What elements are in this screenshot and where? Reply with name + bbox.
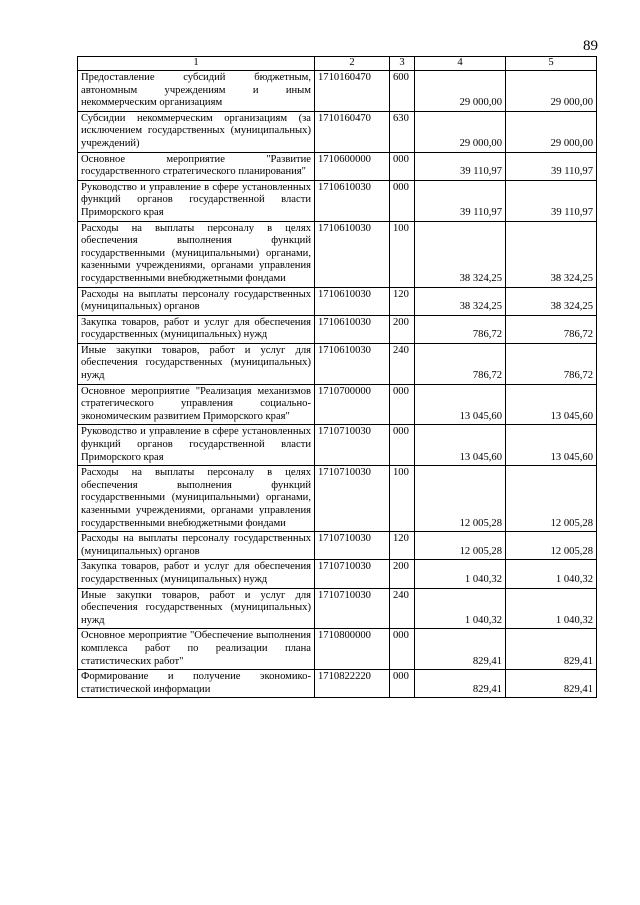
table-row <box>78 629 597 670</box>
row-type-cell: 630 <box>390 111 415 152</box>
row-type-cell: 000 <box>390 629 415 670</box>
row-code-cell: 1710610030 <box>315 180 390 221</box>
row-value-col5: 1 040,32 <box>506 560 597 588</box>
row-value-col4: 38 324,25 <box>415 287 506 315</box>
row-value-col5: 786,72 <box>506 315 597 343</box>
row-type-cell: 000 <box>390 152 415 180</box>
row-type-cell: 000 <box>390 180 415 221</box>
row-value-col5: 829,41 <box>506 670 597 698</box>
row-value-col5: 38 324,25 <box>506 221 597 287</box>
table-row <box>78 343 597 384</box>
row-name-cell: Руководство и управление в сфере установленных функций органов государственной власти Приморского края <box>78 180 315 221</box>
row-type-cell: 100 <box>390 221 415 287</box>
row-value-col5: 29 000,00 <box>506 71 597 112</box>
row-code-cell: 1710610030 <box>315 221 390 287</box>
row-value-col4: 13 045,60 <box>415 425 506 466</box>
row-value-col5: 12 005,28 <box>506 532 597 560</box>
table-row <box>78 384 597 425</box>
table-row <box>78 670 597 698</box>
row-value-col5: 786,72 <box>506 343 597 384</box>
row-code-cell: 1710610030 <box>315 343 390 384</box>
row-code-cell: 1710710030 <box>315 560 390 588</box>
row-value-col5: 13 045,60 <box>506 384 597 425</box>
row-code-cell: 1710800000 <box>315 629 390 670</box>
row-code-cell: 1710710030 <box>315 588 390 629</box>
row-value-col4: 29 000,00 <box>415 111 506 152</box>
table-row <box>78 180 597 221</box>
row-name-cell: Расходы на выплаты персоналу в целях обеспечения выполнения функций государственными (муниципальными) органами, казенными учреждениями, органами управления государственными внебюджетными фондами <box>78 221 315 287</box>
row-value-col5: 29 000,00 <box>506 111 597 152</box>
row-type-cell: 000 <box>390 384 415 425</box>
row-code-cell: 1710160470 <box>315 71 390 112</box>
row-name-cell: Расходы на выплаты персоналу государственных (муниципальных) органов <box>78 287 315 315</box>
row-value-col4: 39 110,97 <box>415 180 506 221</box>
row-name-cell: Расходы на выплаты персоналу государственных (муниципальных) органов <box>78 532 315 560</box>
table-row <box>78 466 597 532</box>
row-value-col4: 39 110,97 <box>415 152 506 180</box>
row-name-cell: Основное мероприятие "Развитие государственного стратегического планирования" <box>78 152 315 180</box>
row-name-cell: Закупка товаров, работ и услуг для обеспечения государственных (муниципальных) нужд <box>78 315 315 343</box>
row-type-cell: 240 <box>390 588 415 629</box>
row-code-cell: 1710710030 <box>315 425 390 466</box>
budget-table <box>77 56 597 698</box>
header-row <box>78 57 597 71</box>
row-type-cell: 600 <box>390 71 415 112</box>
row-value-col4: 786,72 <box>415 343 506 384</box>
row-name-cell: Основное мероприятие "Обеспечение выполнения комплекса работ по реализации плана статистических работ" <box>78 629 315 670</box>
row-name-cell: Закупка товаров, работ и услуг для обеспечения государственных (муниципальных) нужд <box>78 560 315 588</box>
row-value-col4: 38 324,25 <box>415 221 506 287</box>
row-type-cell: 240 <box>390 343 415 384</box>
row-value-col5: 38 324,25 <box>506 287 597 315</box>
row-value-col4: 1 040,32 <box>415 560 506 588</box>
row-name-cell: Формирование и получение экономико-статистической информации <box>78 670 315 698</box>
table-row <box>78 111 597 152</box>
row-type-cell: 120 <box>390 532 415 560</box>
header-cell: 2 <box>315 57 390 71</box>
row-code-cell: 1710710030 <box>315 532 390 560</box>
row-type-cell: 200 <box>390 315 415 343</box>
row-code-cell: 1710700000 <box>315 384 390 425</box>
row-value-col4: 829,41 <box>415 670 506 698</box>
row-value-col4: 12 005,28 <box>415 466 506 532</box>
row-name-cell: Иные закупки товаров, работ и услуг для обеспечения государственных (муниципальных) нужд <box>78 588 315 629</box>
row-value-col4: 12 005,28 <box>415 532 506 560</box>
row-value-col4: 829,41 <box>415 629 506 670</box>
row-code-cell: 1710160470 <box>315 111 390 152</box>
table-row <box>78 532 597 560</box>
row-name-cell: Расходы на выплаты персоналу в целях обеспечения выполнения функций государственными (муниципальными) органами, казенными учреждениями, органами управления государственными внебюджетными фондами <box>78 466 315 532</box>
table-row <box>78 152 597 180</box>
header-cell: 4 <box>415 57 506 71</box>
row-value-col4: 1 040,32 <box>415 588 506 629</box>
row-name-cell: Основное мероприятие "Реализация механизмов стратегического управления социально-экономическим развитием Приморского края" <box>78 384 315 425</box>
row-code-cell: 1710710030 <box>315 466 390 532</box>
table-row <box>78 425 597 466</box>
row-value-col4: 13 045,60 <box>415 384 506 425</box>
header-cell: 3 <box>390 57 415 71</box>
row-value-col5: 12 005,28 <box>506 466 597 532</box>
table-row <box>78 287 597 315</box>
table-row <box>78 560 597 588</box>
row-name-cell: Субсидии некоммерческим организациям (за исключением государственных (муниципальных) учреждений) <box>78 111 315 152</box>
row-code-cell: 1710822220 <box>315 670 390 698</box>
row-value-col5: 1 040,32 <box>506 588 597 629</box>
row-type-cell: 000 <box>390 670 415 698</box>
table-row <box>78 588 597 629</box>
row-type-cell: 200 <box>390 560 415 588</box>
row-type-cell: 100 <box>390 466 415 532</box>
table-row <box>78 221 597 287</box>
row-value-col5: 13 045,60 <box>506 425 597 466</box>
row-code-cell: 1710610030 <box>315 287 390 315</box>
row-type-cell: 120 <box>390 287 415 315</box>
row-value-col4: 29 000,00 <box>415 71 506 112</box>
page-number: 89 <box>583 38 598 54</box>
row-name-cell: Иные закупки товаров, работ и услуг для обеспечения государственных (муниципальных) нужд <box>78 343 315 384</box>
table-row <box>78 315 597 343</box>
row-type-cell: 000 <box>390 425 415 466</box>
table-row <box>78 71 597 112</box>
row-code-cell: 1710610030 <box>315 315 390 343</box>
row-value-col5: 829,41 <box>506 629 597 670</box>
row-name-cell: Предоставление субсидий бюджетным, автономным учреждениям и иным некоммерческим организациям <box>78 71 315 112</box>
header-cell: 5 <box>506 57 597 71</box>
row-code-cell: 1710600000 <box>315 152 390 180</box>
row-name-cell: Руководство и управление в сфере установленных функций органов государственной власти Приморского края <box>78 425 315 466</box>
header-cell: 1 <box>78 57 315 71</box>
row-value-col4: 786,72 <box>415 315 506 343</box>
row-value-col5: 39 110,97 <box>506 152 597 180</box>
row-value-col5: 39 110,97 <box>506 180 597 221</box>
